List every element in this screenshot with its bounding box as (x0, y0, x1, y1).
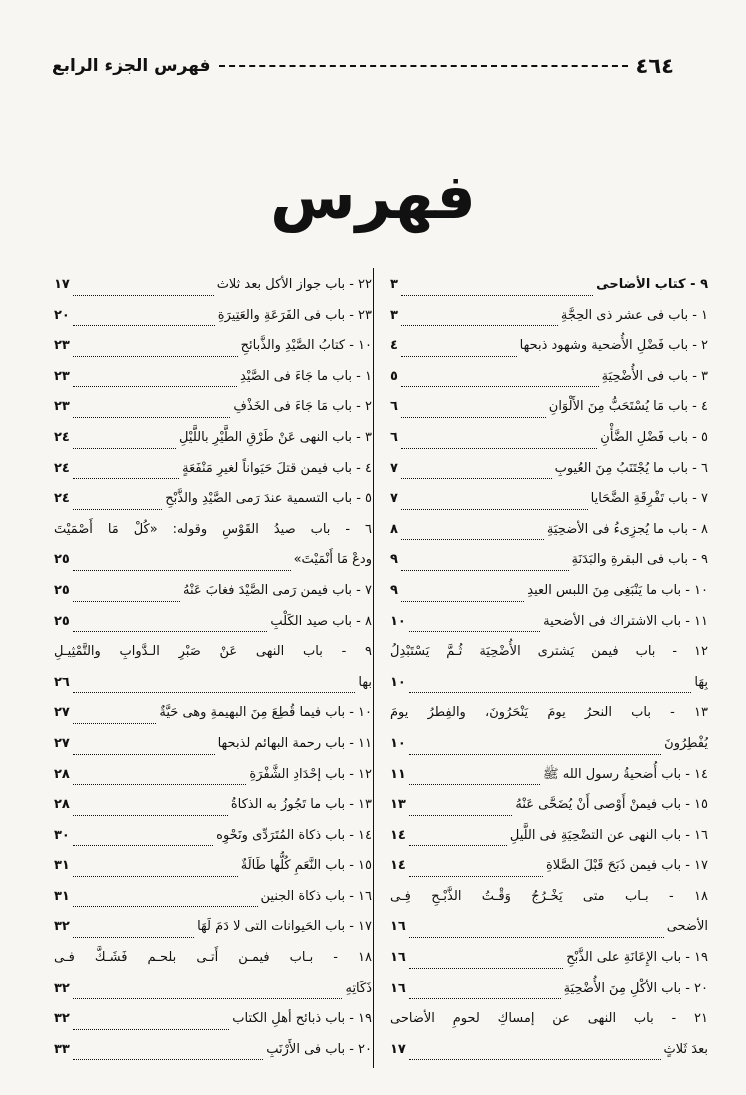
entry-page: ٦ (390, 399, 398, 415)
leader-dots (401, 539, 544, 540)
entry-title: ١١ - باب الاشتراك فى الأضحية (543, 613, 708, 629)
index-entry (54, 851, 372, 882)
entry-page: ٢٥ (54, 613, 70, 629)
entry-page: ٢٧ (54, 735, 70, 751)
leader-dots (401, 601, 524, 602)
leader-dots (409, 1059, 661, 1060)
leader-dots (401, 509, 588, 510)
index-entry (54, 362, 372, 393)
entry-title: ٢٣ - باب فى الفَرَعَةِ والعَتِيرَةِ (217, 307, 372, 323)
entry-title: ٤ - باب مَا يُسْتَحَبُّ مِنَ الأَلْوَانِ (548, 399, 708, 415)
index-entry (54, 392, 372, 423)
column-divider (373, 268, 374, 1068)
entry-title: الأضحى (666, 919, 708, 935)
leader-dots (73, 692, 356, 693)
entry-page: ٩ (390, 582, 398, 598)
leader-dots (409, 845, 507, 846)
entry-page: ٣٣ (54, 1041, 70, 1057)
index-entry (390, 821, 708, 852)
leader-dots (409, 937, 664, 938)
index-entry (54, 790, 372, 821)
entry-title: بعدَ ثَلاثٍ (663, 1041, 708, 1057)
entry-title: بها (358, 674, 372, 690)
running-header (52, 46, 674, 86)
entry-title: ٢ - باب مَا جَاءَ فى الخَذْفِ (233, 399, 372, 415)
entry-title: ٨ - باب صيد الكَلْبِ (270, 613, 372, 629)
entry-title: ١٤ - باب أُضحيةُ رسول الله ﷺ (542, 766, 708, 782)
index-entry (390, 576, 708, 607)
index-entry (390, 545, 708, 576)
entry-title: ٧ - باب فيمن رَمى الصَّيْدَ فغابَ عَنْهُ (183, 582, 372, 598)
entry-page: ١٣ (390, 797, 406, 813)
leader-dots (73, 295, 214, 296)
entry-title: ودعْ مَا أَنْمَيْتَ» (293, 552, 372, 568)
index-entry (54, 607, 372, 638)
entry-title: ٤ - باب فيمن قتلَ حَيَواناً لغيرِ مَنْفَعَةٍ (182, 460, 372, 476)
entry-page: ٣٢ (54, 1011, 70, 1027)
index-entry-line (390, 698, 708, 729)
entry-title: ١٤ - باب ذكاة المُتَرَدِّى ونَحْوِه (216, 827, 372, 843)
leader-dots (73, 723, 157, 724)
entry-title: ٢٢ - باب جواز الأكل بعد ثلاث (216, 277, 372, 292)
entry-page: ٣ (390, 307, 398, 323)
index-entry (54, 331, 372, 362)
leader-dots (73, 570, 291, 571)
entry-title-line1: ٢١ - باب النهى عن إمساكِ لحومِ الأضاحى (390, 1011, 708, 1027)
leader-dots (73, 601, 180, 602)
leader-dots (73, 356, 238, 357)
index-entry-line (390, 1004, 708, 1035)
index-entry (54, 729, 372, 760)
entry-page: ١٠ (390, 735, 406, 751)
index-entry (390, 790, 708, 821)
entry-page: ١٦ (390, 980, 406, 996)
entry-page: ٣٠ (54, 827, 70, 843)
leader-dots (73, 845, 213, 846)
index-entry-line (390, 882, 708, 913)
entry-title: ٢ - باب فَضْلِ الأُضحية وشهود ذبحها (519, 338, 708, 354)
leader-dots (409, 876, 543, 877)
index-column-right (390, 270, 708, 1065)
index-entry (390, 912, 708, 943)
entry-title: بِهَا (694, 674, 708, 690)
entry-title: ١٧ - باب فيمن ذَبَحَ قَبْلَ الصَّلاةِ (545, 858, 708, 874)
entry-page: ٢٨ (54, 766, 70, 782)
index-entry (390, 454, 708, 485)
entry-title: ١٥ - باب فيمنْ أَوْصى أَنْ يُضَحَّى عَنْهُ (515, 797, 708, 813)
index-entry (54, 821, 372, 852)
index-entry (390, 301, 708, 332)
index-entry (54, 270, 372, 301)
entry-page: ٦ (390, 429, 398, 445)
entry-title: ٢٠ - باب الأكْلِ مِنَ الأُضْحِيَةِ (563, 980, 708, 996)
leader-dots (73, 478, 179, 479)
leader-dots (409, 815, 512, 816)
leader-dots (73, 386, 237, 387)
running-title: فهرس الجزء الرابع (52, 56, 211, 76)
entry-page: ١٠ (390, 613, 406, 629)
entry-title: ذَكَاتِهِ (345, 980, 372, 996)
entry-title: ٥ - باب التسمية عندَ رَمى الصَّيْدِ والذَّبْحِ (165, 491, 372, 507)
leader-dots (401, 448, 597, 449)
entry-title-line1: ١٣ - باب النحرُ يومَ يَنْحَرُونَ، والفِطرُ يومَ (390, 705, 708, 721)
index-entry-line (54, 515, 372, 546)
page-number: ٤٦٤ (635, 54, 674, 78)
index-entry (54, 484, 372, 515)
entry-title: ١٠ - باب فيما قُطِعَ مِنَ البهيمةِ وهى حَيَّةٌ (159, 705, 372, 721)
leader-dots (73, 631, 267, 632)
index-entry (54, 882, 372, 913)
leader-dots (73, 937, 194, 938)
index-entry (54, 974, 372, 1005)
leader-dots (73, 325, 215, 326)
index-entry (390, 607, 708, 638)
entry-page: ٣١ (54, 888, 70, 904)
leader-dots (73, 417, 230, 418)
index-entry (54, 576, 372, 607)
index-entry (390, 270, 708, 301)
index-entry (390, 362, 708, 393)
index-entry (390, 668, 708, 699)
entry-page: ٤ (390, 338, 398, 354)
leader-dots (73, 784, 247, 785)
index-entry (390, 760, 708, 791)
leader-dots (73, 509, 162, 510)
index-entry (390, 484, 708, 515)
entry-page: ٩ (390, 552, 398, 568)
entry-page: ١٤ (390, 858, 406, 874)
leader-dots (73, 1029, 229, 1030)
index-entry (390, 1035, 708, 1066)
index-entry (54, 698, 372, 729)
index-entry (390, 729, 708, 760)
header-rule-right (219, 65, 628, 67)
leader-dots (73, 906, 258, 907)
entry-page: ٢٨ (54, 797, 70, 813)
index-entry (390, 331, 708, 362)
entry-title-line1: ١٢ - باب فيمن يَشترى الأُضْحِيَة ثُـمَّ يَسْتَبْدِلُ (390, 644, 708, 660)
entry-title-line1: ١٨ - بـاب فيمـن أَتـى بلحـم فَشَـكَّ فـى (54, 950, 372, 966)
index-entry (54, 454, 372, 485)
entry-title: ١ - باب ما جَاءَ فى الصَّيْدِ (240, 368, 372, 384)
index-entry (54, 545, 372, 576)
leader-dots (409, 784, 540, 785)
entry-page: ٨ (390, 521, 398, 537)
entry-title: ١٥ - باب النَّعَمِ كُلُّها طَالَةٌ (240, 858, 372, 874)
index-entry (54, 760, 372, 791)
entry-title: يُفْطِرُونَ (664, 735, 708, 751)
entry-page: ١٧ (54, 277, 70, 292)
entry-page: ٣ (390, 277, 398, 292)
entry-title-line1: ١٨ - بـاب متى يَخْـرُجُ وَقْـتُ الذَّبْـحِ فِـى (390, 888, 708, 904)
leader-dots (73, 815, 228, 816)
entry-page: ٢٤ (54, 429, 70, 445)
entry-page: ٢٥ (54, 582, 70, 598)
entry-page: ١٧ (390, 1041, 406, 1057)
entry-page: ٢٧ (54, 705, 70, 721)
entry-page: ٢٤ (54, 460, 70, 476)
entry-title: ١٩ - باب الإِعَانَةِ على الذَّبْحِ (566, 950, 708, 966)
leader-dots (409, 631, 540, 632)
index-entry-line (54, 637, 372, 668)
index-entry (54, 912, 372, 943)
leader-dots (401, 570, 569, 571)
leader-dots (401, 478, 552, 479)
entry-title: ١١ - باب رحمة البهائم لذبحها (217, 735, 372, 751)
entry-title: ٧ - باب تَفْرِقَةِ الضَّحَايا (590, 491, 708, 507)
entry-page: ١٠ (390, 674, 406, 690)
index-entry-line (390, 637, 708, 668)
entry-page: ٢٠ (54, 307, 70, 323)
leader-dots (73, 998, 343, 999)
leader-dots (401, 417, 546, 418)
entry-title: ١٠ - باب ما يَنْبَغِى مِنَ اللبس العيدِ (527, 582, 708, 598)
entry-page: ٧ (390, 491, 398, 507)
entry-page: ٢٤ (54, 491, 70, 507)
index-entry (390, 515, 708, 546)
index-entry (54, 1035, 372, 1066)
entry-page: ٢٦ (54, 674, 70, 690)
leader-dots (409, 692, 692, 693)
entry-title: ٦ - باب ما يُجْتَنَبُ مِنَ العُيوبِ (554, 460, 708, 476)
entry-page: ٢٥ (54, 552, 70, 568)
entry-title: ١٦ - باب النهى عن التضْحِيَةِ فى اللَّيلِ (509, 827, 708, 843)
leader-dots (409, 968, 563, 969)
leader-dots (73, 754, 215, 755)
entry-page: ١١ (390, 766, 406, 782)
entry-title: ١ - باب فى عشر ذى الحِجَّةِ (560, 307, 708, 323)
index-entry (390, 943, 708, 974)
entry-title: ٨ - باب ما يُجزِىءُ فى الأضحِيَةِ (546, 521, 708, 537)
entry-page: ٣١ (54, 858, 70, 874)
entry-page: ٢٣ (54, 399, 70, 415)
entry-page: ١٤ (390, 827, 406, 843)
entry-title: ١٩ - باب ذبائح أهلِ الكتاب (232, 1011, 372, 1027)
index-entry (54, 423, 372, 454)
leader-dots (73, 448, 176, 449)
index-entry (54, 668, 372, 699)
page-title: فهرس (270, 160, 476, 233)
leader-dots (409, 998, 561, 999)
entry-title-line1: ٦ - باب صيدُ القَوْسِ وقوله: «كُلْ مَا أَصْمَيْتَ (54, 521, 372, 537)
leader-dots (73, 1059, 263, 1060)
entry-title: ٣ - باب النهى عَنْ طَرْقِ الطَّيْرِ باللَّيْلِ (179, 429, 372, 445)
index-entry (390, 974, 708, 1005)
entry-title: ٣ - باب فى الأُضْحِيَةِ (601, 368, 708, 384)
entry-title: ٥ - باب فَضْلِ الضَّأْنِ (600, 429, 708, 445)
index-column-left (54, 270, 372, 1065)
entry-page: ٥ (390, 368, 398, 384)
entry-page: ١٦ (390, 919, 406, 935)
entry-page: ١٦ (390, 950, 406, 966)
entry-page: ٣٢ (54, 919, 70, 935)
leader-dots (401, 295, 593, 296)
leader-dots (73, 876, 238, 877)
entry-page: ٢٣ (54, 368, 70, 384)
entry-title: ٩ - باب فى البقرةِ والبَدَنَةِ (571, 552, 708, 568)
index-entry (54, 301, 372, 332)
entry-title: ١٠ - كتابُ الصَّيْدِ والذَّبائحِ (240, 338, 372, 354)
entry-title: ١٦ - باب ذكاة الجنين (260, 888, 372, 904)
leader-dots (401, 386, 599, 387)
entry-title: ١٣ - باب ما تَجُوزُ به الذكاةُ (230, 797, 372, 813)
entry-page: ٧ (390, 460, 398, 476)
entry-title: ٢٠ - باب فى الأَرْنَبِ (266, 1041, 372, 1057)
entry-title: ١٢ - باب إحْدَادِ الشَّفْرَةِ (249, 766, 372, 782)
entry-title: ١٧ - باب الحَيوانات التى لا دَمَ لَهَا (197, 919, 372, 935)
leader-dots (401, 325, 558, 326)
index-entry (390, 423, 708, 454)
entry-title: ٩ - كتاب الأضاحى (596, 277, 708, 292)
index-entry (54, 1004, 372, 1035)
entry-page: ٣٢ (54, 980, 70, 996)
entry-page: ٢٣ (54, 338, 70, 354)
index-entry (390, 851, 708, 882)
index-entry (390, 392, 708, 423)
entry-title-line1: ٩ - باب النهى عَنْ صَبْرِ الـدَّوابِ والتَّمْثِيـلِ (54, 644, 372, 660)
index-entry-line (54, 943, 372, 974)
leader-dots (409, 754, 661, 755)
leader-dots (401, 356, 517, 357)
